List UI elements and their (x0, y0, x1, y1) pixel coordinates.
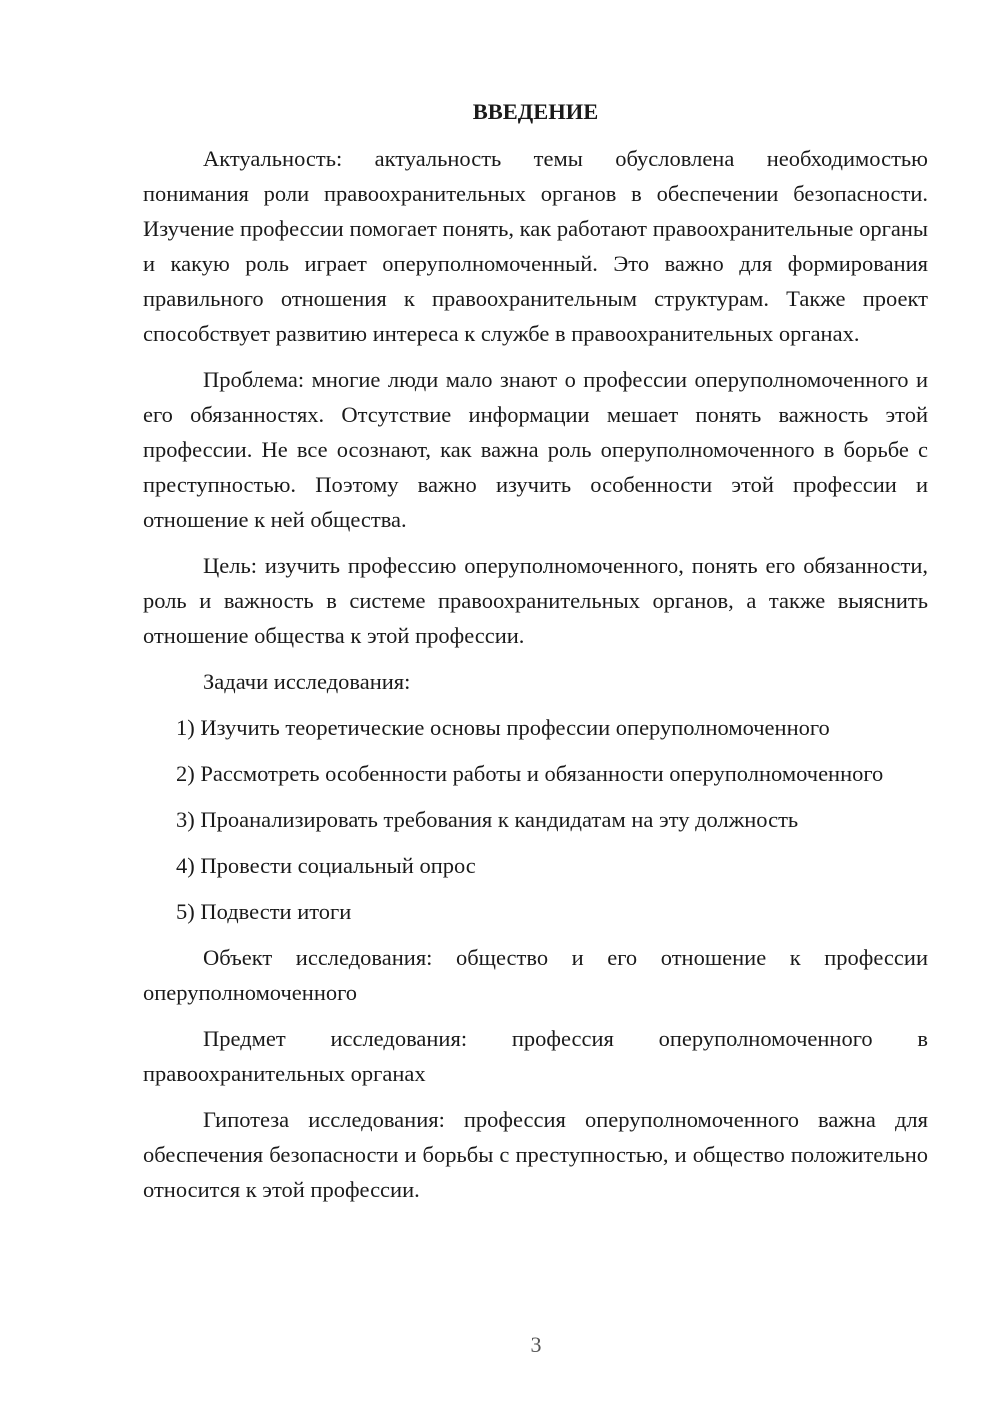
goal-paragraph: Цель: изучить профессию оперуполномоченного, понять его обязанности, роль и важность в системе правоохранительных органов, а также выяснить отношение общества к этой профессии. (143, 553, 928, 648)
problem-paragraph: Проблема: многие люди мало знают о профессии оперуполномоченного и его обязанностях. Отсутствие информации мешает понять важность этой профессии. Не все осознают, как важна роль оперуполномоченного в борьбе с преступностью. Поэтому важно изучить особенности этой профессии и отношение к ней общества. (143, 367, 928, 532)
page-number: 3 (530, 1332, 542, 1357)
tasks-title: Задачи исследования: (203, 669, 411, 694)
task-item: 3) Проанализировать требования к кандидатам на эту должность (176, 807, 799, 832)
tasks-list (143, 710, 928, 929)
task-item: 2) Рассмотреть особенности работы и обязанности оперуполномоченного (176, 761, 884, 786)
page-content (143, 94, 928, 1218)
subject-paragraph: Предмет исследования: профессия оперуполномоченного в правоохранительных органах (143, 1026, 928, 1086)
hypothesis-paragraph: Гипотеза исследования: профессия оперуполномоченного важна для обеспечения безопасности и борьбы с преступностью, и общество положительно относится к этой профессии. (143, 1107, 928, 1202)
task-item: 5) Подвести итоги (176, 899, 352, 924)
task-item: 4) Провести социальный опрос (176, 853, 476, 878)
section-heading: ВВЕДЕНИЕ (472, 99, 599, 124)
object-paragraph: Объект исследования: общество и его отношение к профессии оперуполномоченного (143, 945, 928, 1005)
task-item: 1) Изучить теоретические основы профессии оперуполномоченного (176, 715, 830, 740)
relevance-paragraph: Актуальность: актуальность темы обусловлена необходимостью понимания роли правоохранительных органов в обеспечении безопасности. Изучение профессии помогает понять, как работают правоохранительные органы и какую роль играет оперуполномоченный. Это важно для формирования правильного отношения к правоохранительным структурам. Также проект способствует развитию интереса к службе в правоохранительных органах. (143, 146, 928, 346)
